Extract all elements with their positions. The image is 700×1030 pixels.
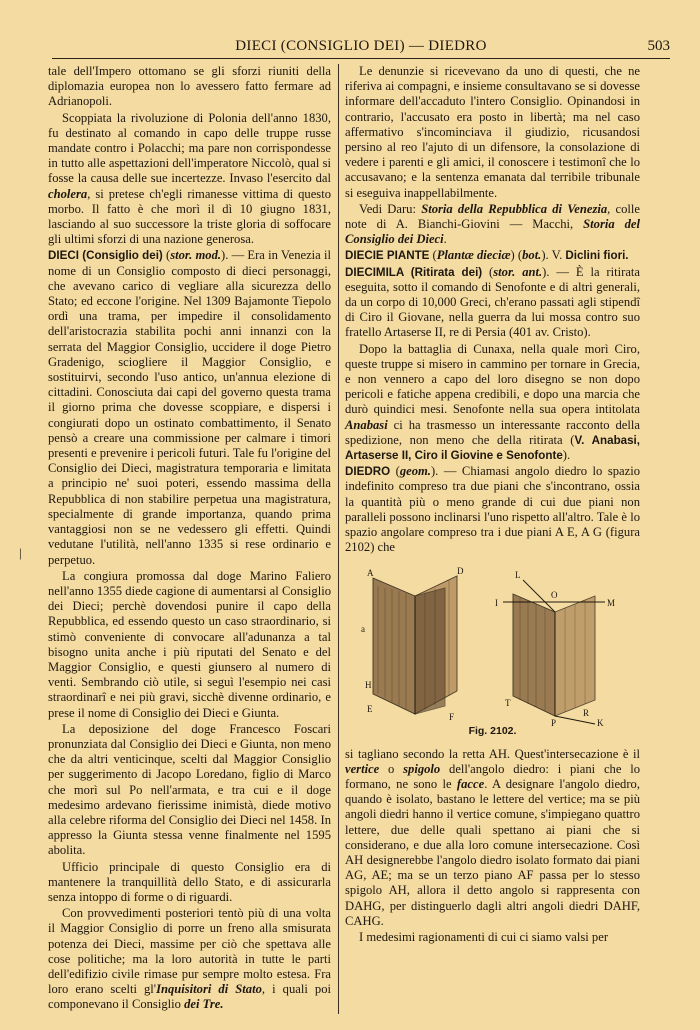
running-header: [52, 36, 670, 59]
page-number: 503: [647, 38, 670, 54]
dictionary-entry-diedro: DIEDRO (geom.). — Chiamasi angolo diedro lo spazio indefinito compreso tra due piani che s'incontrano, ossia la quantità più o meno grande di cui due piani non paralleli possono inclinarsi l'uno rispetto all'altro. Tale è lo spazio angolare compreso tra i due piani A E, A G (figura 2102) che: [345, 464, 640, 555]
paragraph: La deposizione del doge Francesco Foscari pronunziata dal Consiglio dei Dieci e Giunta, non meno che da altri venticinque, scelti dal Maggior Consiglio per suggerimento di Jacopo Loredano, figlio di Marco che morì sul Po nell'armata, e tra cui e il doge medesimo ardevano fierissime inimistà, diede motivo alla celebre riforma del Consiglio dei Dieci nel 1458. In appresso la Giunta stessa venne finalmente nel 1595 abolita.: [48, 721, 331, 858]
dictionary-entry-diecimila: DIECIMILA (Ritirata dei) (stor. ant.). — È la ritirata eseguita, sotto il comando di Senofonte e di altri generali, da un corpo di 10,000 Greci, ch'erano passati agli stipendî di Ciro il Giovane, nella guerra da lui mossa contro suo fratello Artaserse II, re di Persia (401 av. Cristo).: [345, 264, 640, 340]
paragraph: Ufficio principale di questo Consiglio era di mantenere la tranquillità dello Stato, e di assicurarla senza intoppo di forme o di riguardi.: [48, 859, 331, 904]
paragraph: Dopo la battaglia di Cunaxa, nella quale morì Ciro, queste truppe si misero in cammino per tornare in Grecia, e non vennero a capo del loro disegno se non dopo pericoli e fatiche appena credibili, e dopo una marcia che durò quindici mesi. Senofonte nella sua opera intitolata Anabasi ci ha trasmesso un interessante racconto della spedizione, non meno che della ritirata (V. Anabasi, Artaserse II, Ciro il Giovine e Senofonte).: [345, 341, 640, 463]
label-T: T: [505, 697, 511, 708]
label-P: P: [551, 717, 557, 726]
dihedral-right-drawing: [503, 580, 605, 724]
figure-2102: [345, 566, 640, 741]
label-R: R: [583, 707, 590, 718]
dihedral-illustration: [345, 566, 640, 726]
paragraph: si tagliano secondo la retta AH. Quest'intersecazione è il vertice o spigolo dell'angolo diedro: i piani che lo formano, ne sono le facce. A designare l'angolo diedro, quando è isolato, bastano le lettere del vertice; ma se più angoli diedri hanno il vertice comune, s'impiegano quattro lettere, due delle quali spettano ai piani che si considerano, e due alla loro comune intersecazione. Così AH designerebbe l'angolo diedro isolato formato dai piani AG, AE; ma se un terzo piano AF passa per lo stesso spigolo AH, allora il detto angolo si rappresenta con DAHG, per distinguerlo dagli altri angoli diedri DAHF, CAHG.: [345, 746, 640, 928]
paragraph: Le denunzie si ricevevano da uno di questi, che ne riferiva ai compagni, e insieme consultavano se si dovesse informare dell'accaduto l'intero Consiglio. Opinandosi in contrario, l'accusato era posto in libertà; ma nel caso affermativo s'incominciava il giudizio, ricusandosi persino al reo l'ajuto di un difensore, la consolazione di vedere i parenti e gli amici, il conoscere i testimonî che lo accusavano; e la sentenza emanata dal terribile tribunale si eseguiva inappellabilmente.: [345, 64, 640, 200]
figure-caption: Fig. 2102.: [468, 724, 517, 737]
paragraph: La congiura promossa dal doge Marino Faliero nell'anno 1355 diede cagione di aumentarsi al Consiglio dei Dieci; perchè dovendosi punire il capo della Repubblica, ed essendo questo un caso straordinario, si stimò conveniente di convocare all'adunanza a tal bisogno unita anche i più riputati del Senato e del Maggior Consiglio, e questi giunsero al numero di venti. Sembrando ciò utile, si seguì l'esempio nei casi straordinarî e nei più gravi, sicchè divenne ordinario, e prese il nome di Consiglio dei Dieci e Giunta.: [48, 568, 331, 720]
label-F: F: [449, 711, 455, 722]
label-M: M: [607, 597, 616, 608]
paragraph: Scoppiata la rivoluzione di Polonia dell'anno 1830, fu destinato al comando in capo delle truppe russe mandate contro i Polacchi; ma pare non corrispondesse in tutto alle aspettazioni dell'imperatore Niccolò, qual si fosse la causa delle sue incertezze. Invaso l'esercito dal cholera, si pretese ch'egli rimanesse vittima di questo morbo. Il fatto è che morì il dì 10 giugno 1831, lasciando al suo successore la triste gloria di soffocare gli ultimi sforzi di una nazione generosa.: [48, 110, 331, 247]
column-rule: [338, 64, 339, 1014]
paragraph: I medesimi ragionamenti di cui ci siamo valsi per: [359, 929, 609, 944]
right-column: [345, 64, 640, 946]
entry-abbreviation: stor. mod.: [170, 248, 222, 263]
paragraph: Vedi Daru: Storia della Repubblica di Venezia, colle note di A. Bianchi-Giovini — Macchi, Storia del Consiglio dei Dieci.: [345, 201, 640, 247]
dictionary-entry-dieci: DIECI (Consiglio dei) (stor. mod.). — Era in Venezia il nome di un Consiglio composto di dieci personaggi, che avevano carico di vegliare alla sicurezza dello Stato; ed eccone l'origine. Nel 1309 Bajamonte Tiepolo ordì una trama, per impedire il consolidamento dell'aristocrazia stabilita pochi anni innanzi con la serrata del Maggior Consiglio, uccidere il doge Pietro Gradenigo, sciogliere il Maggior Consiglio, e sostituirvi, secondo l'uso antico, un'annua elezione di cittadini. Conosciuta dai capi del governo questa trama il giorno prima che dovesse scoppiare, e dispersi i congiurati dopo un ostinato combattimento, il Senato pensò a creare una commissione per calmare i timori presenti e prevenire i pericoli futuri. Tale fu l'origine del Consiglio dei Dieci, magistratura temporaria e limitata a principio ne' suoi poteri, essendo massima della Repubblica di non stabilire perpetua una magistratura, specialmente di grande importanza, quando prima vantaggiosi non se ne vedessero gli effetti. Quindi vedutane l'utilità, nell'anno 1335 si rese ordinario e perpetuo.: [48, 248, 332, 567]
entry-headword: DIECIMILA (Ritirata dei): [345, 265, 483, 279]
dictionary-entry-diecie-piante: DIECIE PIANTE (Plantæ dieciæ) (bot.). V. Diclini fiori.: [345, 248, 629, 263]
dihedral-left-drawing: [373, 576, 457, 714]
label-O: O: [551, 589, 558, 600]
label-H: H: [365, 679, 372, 690]
label-L: L: [515, 569, 521, 580]
entry-headword: DIECIE PIANTE: [345, 249, 430, 263]
label-A: A: [367, 567, 374, 578]
label-I: I: [495, 597, 498, 608]
entry-headword: DIEDRO: [345, 465, 391, 479]
label-K: K: [597, 717, 604, 726]
entry-headword: DIECI (Consiglio dei): [48, 249, 163, 263]
paragraph: tale dell'Impero ottomano se gli sforzi riuniti della diplomazia europea non lo avessero fatto fermare ad Adrianopoli.: [48, 64, 331, 109]
label-a: a: [361, 623, 365, 634]
label-D: D: [457, 565, 464, 576]
paragraph: Con provvedimenti posteriori tentò più di una volta il Maggior Consiglio di porre un freno alla smisurata potenza dei Dieci, massime per ciò che spettava alle cose politiche; ma la loro autorità in tutte le parti dell'edifizio civile rimase pur sempre molto estesa. Fra loro erano scelti gl'Inquisitori di Stato, i quali poi componevano il Consiglio dei Tre.: [48, 906, 331, 1012]
margin-mark: |: [19, 545, 22, 560]
left-column: [48, 64, 331, 1014]
running-title: DIECI (CONSIGLIO DEI) — DIEDRO: [235, 38, 487, 54]
label-E: E: [367, 703, 373, 714]
